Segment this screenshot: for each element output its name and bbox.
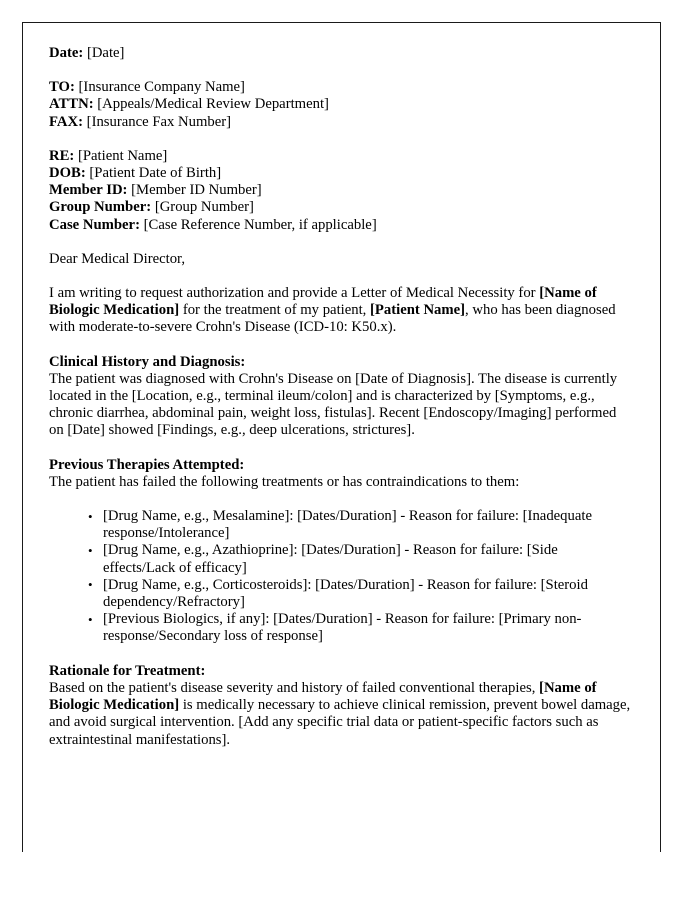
patient-group-number-label: Group Number: <box>49 199 152 216</box>
recipient-attn-value: [Appeals/Medical Review Department] <box>97 96 329 113</box>
section-previous-therapies-heading: Previous Therapies Attempted: <box>49 456 245 473</box>
patient-member-id-line <box>49 182 632 199</box>
recipient-fax-label: FAX: <box>49 113 83 130</box>
patient-case-number-line <box>49 217 632 234</box>
recipient-block <box>49 79 632 131</box>
section-rationale-part2: is medically necessary to achieve clinical remission, prevent bowel damage, and avoid surgical intervention. [Add any specific trial data or patient-specific factors such as extraintestinal manifestations]. <box>49 697 631 748</box>
opening-paragraph <box>49 285 632 337</box>
patient-dob-line <box>49 165 632 182</box>
list-item: • [Drug Name, e.g., Corticosteroids]: [Dates/Duration] - Reason for failure: [Steroid dependency/Refractory] <box>88 577 632 611</box>
date-block <box>49 45 632 62</box>
section-previous-therapies <box>49 457 632 491</box>
patient-group-number-line <box>49 199 632 216</box>
recipient-to-value: [Insurance Company Name] <box>78 79 245 96</box>
section-rationale <box>49 663 632 749</box>
letter-page <box>22 22 661 852</box>
opening-paragraph-part3: , who has been diagnosed with moderate-to-severe Crohn's Disease (ICD-10: K50.x). <box>49 302 616 336</box>
section-clinical-history-body: The patient was diagnosed with Crohn's Disease on [Date of Diagnosis]. The disease is currently located in the [Location, e.g., terminal ileum/colon] and is characterized by [Symptoms, e.g., chronic diarrhea, abdominal pain, weight loss, fistulas]. Recent [Endoscopy/Imaging] performed on [Date] showed [Findings, e.g., deep ulcerations, strictures]. <box>49 370 618 439</box>
therapy-list <box>49 508 632 646</box>
patient-dob-value: [Patient Date of Birth] <box>89 165 222 182</box>
opening-paragraph-medication-name: [Name of Biologic Medication] <box>49 285 597 319</box>
list-item: • [Previous Biologics, if any]: [Dates/Duration] - Reason for failure: [Primary non-response/Secondary loss of response] <box>88 611 632 645</box>
patient-member-id-value: [Member ID Number] <box>131 182 262 199</box>
opening-paragraph-patient-name: [Patient Name] <box>370 302 466 319</box>
patient-re-line <box>49 148 632 165</box>
recipient-fax-value: [Insurance Fax Number] <box>86 113 232 130</box>
letter-body <box>23 23 660 749</box>
section-rationale-heading: Rationale for Treatment: <box>49 662 206 679</box>
recipient-to-label: TO: <box>49 79 75 96</box>
opening-paragraph-part2: for the treatment of my patient, <box>179 302 371 319</box>
section-rationale-body <box>49 680 632 749</box>
recipient-to-line <box>49 79 632 96</box>
date-label: Date: <box>49 45 84 61</box>
patient-identification-block <box>49 148 632 234</box>
list-item: • [Drug Name, e.g., Mesalamine]: [Dates/Duration] - Reason for failure: [Inadequate response/Intolerance] <box>88 508 632 542</box>
date-value: [Date] <box>86 45 125 61</box>
list-item: • [Drug Name, e.g., Azathioprine]: [Dates/Duration] - Reason for failure: [Side effects/Lack of efficacy] <box>88 542 632 576</box>
patient-re-label: RE: <box>49 147 75 164</box>
section-rationale-part1: Based on the patient's disease severity and history of failed conventional therapies, <box>49 679 540 696</box>
patient-member-id-label: Member ID: <box>49 182 128 199</box>
patient-dob-label: DOB: <box>49 165 86 182</box>
recipient-fax-line <box>49 114 632 131</box>
patient-group-number-value: [Group Number] <box>154 199 254 216</box>
patient-re-value: [Patient Name] <box>77 147 168 164</box>
recipient-attn-label: ATTN: <box>49 96 94 113</box>
opening-paragraph-part1: I am writing to request authorization and provide a Letter of Medical Necessity for <box>49 285 540 302</box>
section-clinical-history <box>49 354 632 440</box>
patient-case-number-value: [Case Reference Number, if applicable] <box>143 216 377 233</box>
section-rationale-medication-name: [Name of Biologic Medication] <box>49 679 597 714</box>
recipient-attn-line <box>49 96 632 113</box>
date-line <box>49 45 632 62</box>
salutation: Dear Medical Director, <box>49 250 186 267</box>
section-previous-therapies-body: The patient has failed the following treatments or has contraindications to them: <box>49 473 520 490</box>
patient-case-number-label: Case Number: <box>49 216 140 233</box>
section-clinical-history-heading: Clinical History and Diagnosis: <box>49 353 246 370</box>
